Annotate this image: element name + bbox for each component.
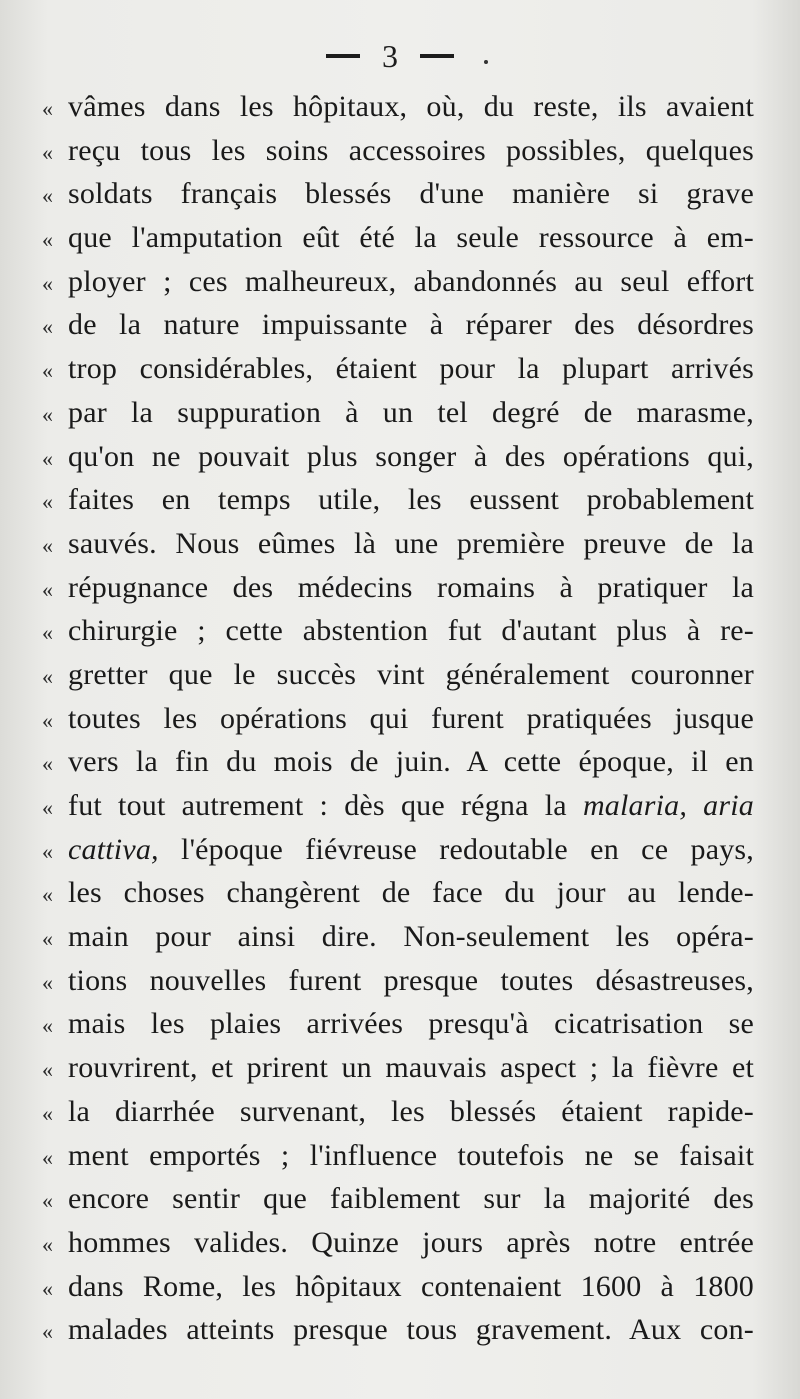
quote-mark: « bbox=[42, 1057, 54, 1083]
line-text-run: chirurgie ; cette abstention fut d'autant plus à re- bbox=[68, 614, 754, 648]
line-text-run: répugnance des médecins romains à pratiquer la bbox=[68, 570, 754, 604]
line-text bbox=[68, 1308, 754, 1352]
quote-mark: « bbox=[42, 96, 54, 121]
text-line bbox=[42, 915, 754, 959]
line-text-run: faites en temps utile, les eussent probablement bbox=[68, 483, 754, 517]
text-line bbox=[42, 85, 754, 129]
text-line bbox=[42, 1090, 754, 1134]
text-line bbox=[42, 1002, 754, 1046]
line-text bbox=[68, 522, 754, 566]
line-text-run: gretter que le succès vint généralement couronner bbox=[68, 657, 754, 691]
line-text-run: rouvrirent, et prirent un mauvais aspect ; la fièvre et bbox=[68, 1051, 754, 1085]
text-line bbox=[42, 347, 754, 391]
line-text-run: soldats français blessés d'une manière si grave bbox=[68, 177, 754, 211]
line-text bbox=[68, 478, 754, 522]
line-text-run: que l'amputation eût été la seule ressource à em- bbox=[68, 221, 754, 255]
line-text bbox=[68, 784, 754, 828]
quote-mark: « bbox=[42, 795, 54, 820]
line-text-run: trop considérables, étaient pour la plupart arrivés bbox=[68, 352, 754, 386]
quote-mark: « bbox=[42, 227, 54, 253]
text-line bbox=[42, 522, 754, 566]
line-text bbox=[68, 1002, 754, 1046]
quote-mark: « bbox=[42, 751, 54, 777]
body-text bbox=[42, 85, 754, 1352]
quote-mark: « bbox=[42, 270, 54, 296]
line-text-run: qu'on ne pouvait plus songer à des opérations qui, bbox=[68, 439, 754, 473]
line-text-run: fut tout autrement : dès que régna la bbox=[68, 789, 583, 822]
line-text-run: sauvés. Nous eûmes là une première preuve de la bbox=[68, 526, 754, 560]
line-text bbox=[68, 347, 754, 391]
line-text bbox=[68, 828, 754, 872]
line-text bbox=[68, 1134, 754, 1178]
line-text bbox=[68, 609, 754, 653]
quote-mark: « bbox=[42, 1275, 54, 1301]
line-text-run: vâmes dans les hôpitaux, où, du reste, ils avaient bbox=[68, 90, 754, 123]
quote-mark: « bbox=[42, 1144, 54, 1170]
line-text-run: mais les plaies arrivées presqu'à cicatrisation se bbox=[68, 1007, 754, 1041]
text-line bbox=[42, 1221, 754, 1265]
quote-mark: « bbox=[42, 926, 54, 952]
text-line bbox=[42, 740, 754, 784]
text-line bbox=[42, 391, 754, 435]
line-text bbox=[68, 740, 754, 784]
text-line bbox=[42, 478, 754, 522]
line-text bbox=[68, 172, 754, 216]
quote-mark: « bbox=[42, 314, 54, 340]
quote-mark: « bbox=[42, 532, 54, 558]
quote-mark: « bbox=[42, 838, 54, 864]
line-text bbox=[68, 871, 754, 915]
text-line bbox=[42, 303, 754, 347]
text-line bbox=[42, 1265, 754, 1309]
page-number: 3 bbox=[382, 37, 398, 74]
line-text-run: ment emportés ; l'influence toutefois ne se faisait bbox=[68, 1138, 754, 1172]
text-line bbox=[42, 172, 754, 216]
quote-mark: « bbox=[42, 969, 54, 995]
line-text bbox=[68, 303, 754, 347]
line-text-run: vers la fin du mois de juin. A cette époque, il en bbox=[68, 745, 754, 779]
line-text bbox=[68, 566, 754, 610]
quote-mark: « bbox=[42, 620, 54, 646]
line-text-run: dans Rome, les hôpitaux contenaient 1600 à 1800 bbox=[68, 1269, 754, 1303]
line-text-run: main pour ainsi dire. Non-seulement les opéra- bbox=[68, 920, 754, 954]
line-text-run: par la suppuration à un tel degré de marasme, bbox=[68, 395, 754, 429]
line-text-run: la diarrhée survenant, les blessés étaient rapide- bbox=[68, 1094, 754, 1128]
line-text bbox=[68, 129, 754, 173]
quote-mark: « bbox=[42, 576, 54, 602]
line-text bbox=[68, 216, 754, 260]
line-text-run: reçu tous les soins accessoires possibles, quelques bbox=[68, 133, 754, 167]
italic-term: cattiva, bbox=[68, 832, 159, 866]
line-text bbox=[68, 435, 754, 479]
italic-term: malaria, aria bbox=[582, 789, 754, 822]
line-text bbox=[68, 1046, 754, 1090]
line-text bbox=[68, 697, 754, 741]
quote-mark: « bbox=[42, 139, 54, 165]
text-line bbox=[42, 216, 754, 260]
line-text bbox=[68, 1265, 754, 1309]
quote-mark: « bbox=[42, 882, 54, 908]
quote-mark: « bbox=[42, 1013, 54, 1039]
quote-mark: « bbox=[42, 1100, 54, 1126]
text-line bbox=[42, 959, 754, 1003]
page-header bbox=[0, 32, 800, 72]
header-dash-right bbox=[420, 54, 454, 58]
quote-mark: « bbox=[42, 489, 54, 515]
quote-mark: « bbox=[42, 707, 54, 733]
quote-mark: « bbox=[42, 401, 54, 427]
text-line bbox=[42, 260, 754, 304]
text-line bbox=[42, 1308, 754, 1352]
line-text-run: l'époque fiévreuse redoutable en ce pays, bbox=[158, 832, 754, 866]
text-line bbox=[42, 653, 754, 697]
header-dot bbox=[484, 60, 488, 64]
line-text bbox=[68, 85, 754, 129]
line-text bbox=[68, 959, 754, 1003]
line-text bbox=[68, 653, 754, 697]
text-line bbox=[42, 129, 754, 173]
quote-mark: « bbox=[42, 1231, 54, 1257]
text-line bbox=[42, 828, 754, 872]
quote-mark: « bbox=[42, 183, 54, 209]
text-line bbox=[42, 609, 754, 653]
line-text-run: hommes valides. Quinze jours après notre entrée bbox=[68, 1225, 754, 1259]
quote-mark: « bbox=[42, 1319, 54, 1345]
text-line bbox=[42, 697, 754, 741]
line-text-run: malades atteints presque tous gravement. Aux con- bbox=[68, 1313, 754, 1347]
text-line bbox=[42, 784, 754, 828]
text-line bbox=[42, 1134, 754, 1178]
line-text bbox=[68, 1221, 754, 1265]
text-line bbox=[42, 435, 754, 479]
quote-mark: « bbox=[42, 1188, 54, 1214]
line-text bbox=[68, 1177, 754, 1221]
line-text bbox=[68, 1090, 754, 1134]
quote-mark: « bbox=[42, 445, 54, 471]
line-text-run: tions nouvelles furent presque toutes désastreuses, bbox=[68, 963, 754, 997]
quote-mark: « bbox=[42, 663, 54, 689]
text-line bbox=[42, 1046, 754, 1090]
text-line bbox=[42, 871, 754, 915]
line-text bbox=[68, 260, 754, 304]
line-text-run: les choses changèrent de face du jour au lende- bbox=[68, 876, 754, 910]
line-text-run: de la nature impuissante à réparer des désordres bbox=[68, 308, 754, 342]
line-text-run: ployer ; ces malheureux, abandonnés au seul effort bbox=[68, 264, 754, 298]
quote-mark: « bbox=[42, 358, 54, 384]
text-line bbox=[42, 1177, 754, 1221]
text-line bbox=[42, 566, 754, 610]
line-text bbox=[68, 915, 754, 959]
line-text bbox=[68, 391, 754, 435]
line-text-run: toutes les opérations qui furent pratiquées jusque bbox=[68, 701, 754, 735]
line-text-run: encore sentir que faiblement sur la majorité des bbox=[68, 1182, 754, 1216]
header-dash-left bbox=[326, 54, 360, 58]
